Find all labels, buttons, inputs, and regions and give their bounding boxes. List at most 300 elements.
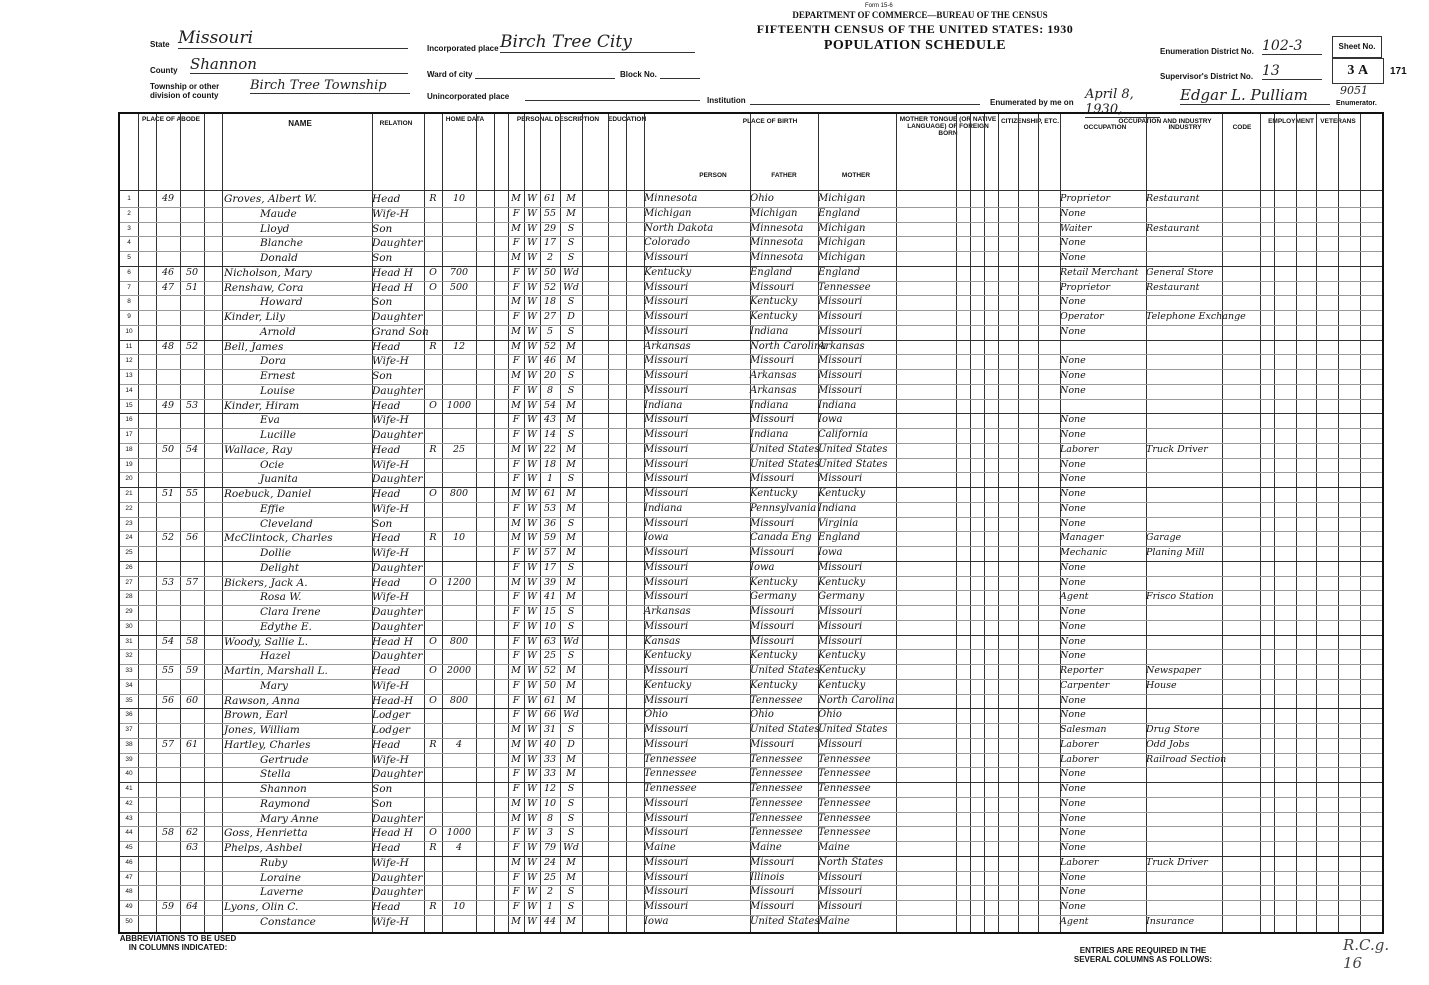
table-row [120,428,1382,443]
col-occupation: OCCUPATION [1083,124,1127,131]
cell-bp: Maine [644,842,676,853]
cell-rel: Head [372,738,401,751]
table-row [120,753,1382,768]
cell-name: Bell, James [224,340,284,353]
cell-mbp: Missouri [818,901,863,912]
cell-name: McClintock, Charles [224,532,333,545]
cell-ind [1146,502,1222,517]
cell-rel: Head H [372,266,413,279]
cell-dw [156,767,180,782]
block-label: Block No. [620,70,657,79]
cell-ind: Frisco Station [1146,591,1214,603]
cell-name: Lloyd [260,222,290,235]
cell-ind [1146,428,1222,443]
cell-occ: None [1060,871,1086,883]
cell-age: 5 [546,325,554,337]
cell-mbp: Indiana [818,502,857,514]
cell-race: W [527,237,537,249]
table-row [120,590,1382,605]
cell-dw [156,310,180,325]
cell-race: W [527,679,537,691]
table-row [120,310,1382,325]
cell-race: W [527,827,537,839]
cell-ms: S [567,370,575,381]
cell-fam: 51 [185,281,199,293]
cell-sex: M [511,532,521,544]
cell-n: 11 [125,342,133,350]
cell-bp: Missouri [644,443,689,455]
cell-tenure: R [429,193,437,204]
cell-bp: Iowa [644,915,669,927]
cell-name: Louise [260,384,296,397]
cell-name: Mary [260,679,288,692]
cell-dw [156,885,180,900]
cell-race: W [527,650,537,662]
cell-ind: Odd Jobs [1146,738,1190,750]
table-row [120,679,1382,694]
cell-name: Edythe E. [260,620,312,633]
cell-ms: Wd [563,266,579,278]
cell-fbp: Kentucky [750,296,798,308]
cell-fbp: Missouri [750,856,795,868]
cell-ms: S [567,222,575,234]
cell-race: W [527,193,537,204]
cell-name: Mary Anne [260,812,319,825]
cell-name: Constance [260,915,316,928]
cell-name: Delight [260,561,300,574]
group-mother-tongue: MOTHER TONGUE (OR NATIVE LANGUAGE) OF FOREIGN BORN [899,116,997,137]
cell-ind [1146,900,1222,915]
cell-occ: Retail Merchant [1060,266,1139,278]
cell-tenure [424,649,442,664]
cell-fam [180,767,204,782]
cell-rel: Wife-H [372,856,409,869]
cell-ms: S [567,901,575,912]
group-citizenship: CITIZENSHIP, ETC. [1000,118,1060,125]
cell-dw: 55 [161,665,175,676]
cell-mbp: Missouri [818,886,863,898]
cell-bp: Missouri [644,591,689,603]
table-row [120,472,1382,487]
cell-mbp: England [818,266,861,278]
cell-race: W [527,871,537,883]
table-row [120,620,1382,635]
cell-ms: S [567,797,575,809]
footer [118,932,1390,980]
cell-rel: Daughter [372,237,423,250]
abbrev-title: ABBREVIATIONS TO BE USED IN COLUMNS INDICATED: [119,934,237,952]
cell-rel: Wife-H [372,753,409,766]
table-row [120,915,1382,930]
cell-n: 26 [125,563,133,571]
cell-val [442,753,476,768]
col-father: FATHER [771,172,797,179]
cell-bp: Colorado [644,237,691,249]
cell-ms: D [567,311,575,322]
col-person: PERSON [699,172,727,179]
cell-ind [1146,340,1222,355]
cell-mbp: Missouri [818,325,863,337]
cell-ind [1146,605,1222,620]
cell-bp: Missouri [644,547,689,558]
cell-race: W [527,325,537,337]
cell-ms: S [567,724,575,735]
cell-ms: S [567,429,575,440]
cell-fam [180,871,204,886]
cell-bp: Missouri [644,665,689,676]
cell-mbp: Missouri [818,620,863,632]
cell-ms: M [566,488,576,499]
cell-val: 800 [449,635,469,647]
cell-name: Nicholson, Mary [224,266,312,279]
cell-race: W [527,856,537,868]
cell-race: W [527,591,537,603]
cell-tenure [424,369,442,384]
cell-rel: Daughter [372,812,423,825]
cell-ms: Wd [563,709,579,721]
cell-fam [180,192,204,207]
cell-occ: Proprietor [1060,281,1111,293]
cell-fam [180,915,204,930]
cell-sex: F [512,458,520,470]
cell-n: 16 [125,416,133,424]
cell-ind [1146,354,1222,369]
cell-name: Raymond [260,797,311,810]
cell-rel: Daughter [372,620,423,633]
cell-race: W [527,355,537,367]
cell-race: W [527,429,537,440]
cell-age: 55 [543,207,557,219]
cell-race: W [527,783,537,794]
cell-sex: M [511,724,521,735]
cell-fam [180,620,204,635]
cell-dw: 52 [161,532,175,544]
department-title: DEPARTMENT OF COMMERCE—BUREAU OF THE CENSUS [792,10,1048,20]
cell-ms: M [566,665,576,676]
cell-bp: Missouri [644,901,689,912]
cell-sex: F [512,606,520,617]
cell-fam [180,384,204,399]
table-row [120,281,1382,296]
cell-age: 52 [543,281,557,293]
table-row [120,354,1382,369]
cell-val: 1000 [446,399,472,411]
cell-fam [180,207,204,222]
cell-sex: F [512,355,520,367]
cell-race: W [527,606,537,617]
table-row [120,694,1382,709]
cell-fam [180,517,204,532]
cell-rel: Head [372,665,401,677]
cell-bp: Tennessee [644,768,697,780]
cell-sex: F [512,783,520,794]
cell-age: 46 [543,355,557,367]
cell-ms: S [567,237,575,249]
cell-occ: None [1060,207,1086,219]
cell-mbp: North Carolina [818,694,895,706]
cell-ms: S [567,384,575,396]
cell-bp: Iowa [644,532,669,544]
cell-sex: F [512,473,520,485]
cell-age: 14 [543,429,557,440]
cell-fam [180,472,204,487]
cell-sex: F [512,871,520,883]
table-row [120,369,1382,384]
cell-val [442,620,476,635]
cell-sex: M [511,488,521,499]
cell-tenure: R [429,901,437,912]
cell-fbp: United States [750,915,820,927]
cell-occ: None [1060,458,1086,470]
cell-rel: Wife-H [372,679,409,692]
cell-n: 43 [125,814,133,822]
corner-note: R.C.g. 16 [1343,936,1390,972]
township-value: Birch Tree Township [250,78,410,94]
cell-val [442,723,476,738]
cell-val: 1000 [446,827,472,839]
block-line [660,78,700,79]
cell-tenure: O [429,635,437,647]
table-row [120,841,1382,856]
cell-bp: Tennessee [644,783,697,794]
cell-occ: Carpenter [1060,679,1110,691]
cell-race: W [527,252,537,263]
cell-mbp: Indiana [818,399,857,411]
cell-mbp: Missouri [818,738,863,750]
cell-age: 40 [543,738,557,750]
table-row [120,192,1382,207]
cell-ind [1146,207,1222,222]
cell-mbp: Tennessee [818,753,871,765]
cell-rel: Wife-H [372,414,409,427]
cell-name: Wallace, Ray [224,443,293,456]
cell-val: 700 [449,266,469,278]
table-row [120,325,1382,340]
cell-race: W [527,812,537,824]
table-row [120,458,1382,473]
cell-race: W [527,635,537,647]
cell-ind [1146,797,1222,812]
cell-fam [180,885,204,900]
cell-fam: 64 [185,901,199,912]
cell-tenure [424,885,442,900]
cell-val [442,797,476,812]
cell-race: W [527,753,537,765]
cell-race: W [527,399,537,411]
cell-n: 36 [125,711,133,719]
cell-tenure [424,723,442,738]
cell-rel: Wife-H [372,355,409,368]
cell-race: W [527,207,537,219]
cell-tenure [424,546,442,561]
cell-rel: Daughter [372,384,423,397]
cell-rel: Daughter [372,650,423,663]
cell-ms: M [566,399,576,411]
cell-race: W [527,414,537,426]
cell-race: W [527,768,537,780]
cell-sex: F [512,650,520,662]
cell-name: Lucille [260,429,296,441]
cell-age: 50 [543,266,557,278]
cell-race: W [527,296,537,308]
cell-age: 18 [543,458,557,470]
cell-rel: Daughter [372,606,423,618]
cell-n: 30 [125,622,133,630]
cell-ms: D [567,738,575,750]
table-row [120,502,1382,517]
census-grid [118,112,1384,934]
cell-occ: Salesman [1060,724,1107,735]
table-row [120,384,1382,399]
cell-name: Hazel [260,650,291,663]
cell-sex: F [512,901,520,912]
cell-tenure: O [429,827,437,839]
cell-sex: M [511,665,521,676]
cell-race: W [527,620,537,632]
cell-val [442,915,476,930]
cell-mbp: Kentucky [818,650,866,662]
cell-race: W [527,901,537,912]
cell-bp: Missouri [644,458,689,470]
cell-ms: M [566,340,576,352]
cell-sex: M [511,443,521,455]
incorporated-value: Birch Tree City [500,32,695,53]
cell-mbp: Missouri [818,606,863,617]
cell-race: W [527,665,537,676]
cell-fbp: Pennsylvania [750,502,817,514]
cell-name: Ocie [260,458,285,471]
cell-rel: Head H [372,635,413,648]
cell-val [442,782,476,797]
enumerated-label: Enumerated by me on [990,98,1074,107]
cell-age: 1 [546,473,554,485]
cell-sex: M [511,753,521,765]
cell-val [442,251,476,266]
cell-tenure [424,620,442,635]
cell-bp: Missouri [644,620,689,632]
cell-ind [1146,871,1222,886]
cell-fbp: Indiana [750,325,789,337]
cell-fam [180,222,204,237]
cell-ms: S [567,650,575,662]
cell-name: Renshaw, Cora [224,281,304,294]
cell-race: W [527,266,537,278]
cell-fbp: Missouri [750,886,795,898]
cell-ind [1146,458,1222,473]
cell-dw [156,679,180,694]
cell-tenure: O [429,266,437,278]
cell-val [442,517,476,532]
cell-tenure: O [429,665,437,676]
enumerator-label: Enumerator. [1336,100,1377,107]
cell-n: 7 [127,283,131,291]
cell-sex: M [511,370,521,381]
cell-dw [156,369,180,384]
cell-fam [180,561,204,576]
cell-bp: Missouri [644,281,689,293]
cell-tenure: R [429,842,437,853]
table-row [120,649,1382,664]
cell-ind: Restaurant [1146,281,1200,293]
cell-val: 10 [452,532,466,544]
cell-fbp: Kentucky [750,650,798,662]
cell-mbp: Missouri [818,311,863,322]
cell-age: 2 [546,252,554,263]
cell-dw [156,723,180,738]
cell-dw: 48 [161,340,175,352]
cell-name: Ernest [260,370,296,382]
cell-bp: Minnesota [644,193,698,204]
cell-rel: Head [372,532,401,545]
cell-occ: None [1060,709,1086,721]
cell-age: 36 [543,517,557,529]
cell-bp: Kansas [644,635,681,647]
cell-occ: Reporter [1060,665,1104,676]
cell-sex: M [511,222,521,234]
cell-ind: Restaurant [1146,193,1200,204]
cell-rel: Head [372,340,401,353]
cell-occ: Mechanic [1060,547,1107,558]
cell-sex: F [512,266,520,278]
cell-dw [156,561,180,576]
cell-rel: Head [372,443,401,456]
cell-ms: S [567,812,575,824]
cell-dw: 54 [161,635,175,647]
cell-fam [180,428,204,443]
cell-rel: Head [372,842,401,854]
cell-sex: F [512,827,520,839]
sheet-box [1332,36,1382,58]
cell-race: W [527,738,537,750]
cell-sex: M [511,399,521,411]
cell-race: W [527,709,537,721]
cell-occ [1060,399,1146,414]
cell-mbp: Tennessee [818,812,871,824]
cell-tenure [424,767,442,782]
cell-age: 44 [543,915,557,927]
cell-fbp: Tennessee [750,753,803,765]
cell-age: 8 [546,812,554,824]
cell-rel: Son [372,783,393,795]
cell-age: 31 [543,724,557,735]
cell-ind [1146,635,1222,650]
cell-dw [156,590,180,605]
cell-val [442,207,476,222]
cell-name: Juanita [260,473,298,486]
cell-dw: 50 [161,443,175,455]
cell-dw [156,782,180,797]
table-row [120,576,1382,591]
cell-val [442,295,476,310]
cell-age: 8 [546,384,554,396]
cell-n: 46 [125,858,133,866]
cell-ind: Truck Driver [1146,856,1208,868]
cell-n: 14 [125,386,133,394]
enumerated-date: April 8, 1930, [1085,87,1160,118]
cell-ind: Telephone Exchange [1146,311,1246,322]
cell-mbp: Virginia [818,517,859,529]
cell-rel: Head [372,193,401,205]
cell-n: 49 [125,903,133,910]
cell-name: Stella [260,768,291,781]
cell-n: 24 [125,534,133,542]
cell-mbp: United States [818,724,888,735]
cell-race: W [527,842,537,853]
cell-sex: F [512,591,520,603]
cell-ind [1146,517,1222,532]
cell-occ: None [1060,768,1086,780]
cell-val [442,885,476,900]
